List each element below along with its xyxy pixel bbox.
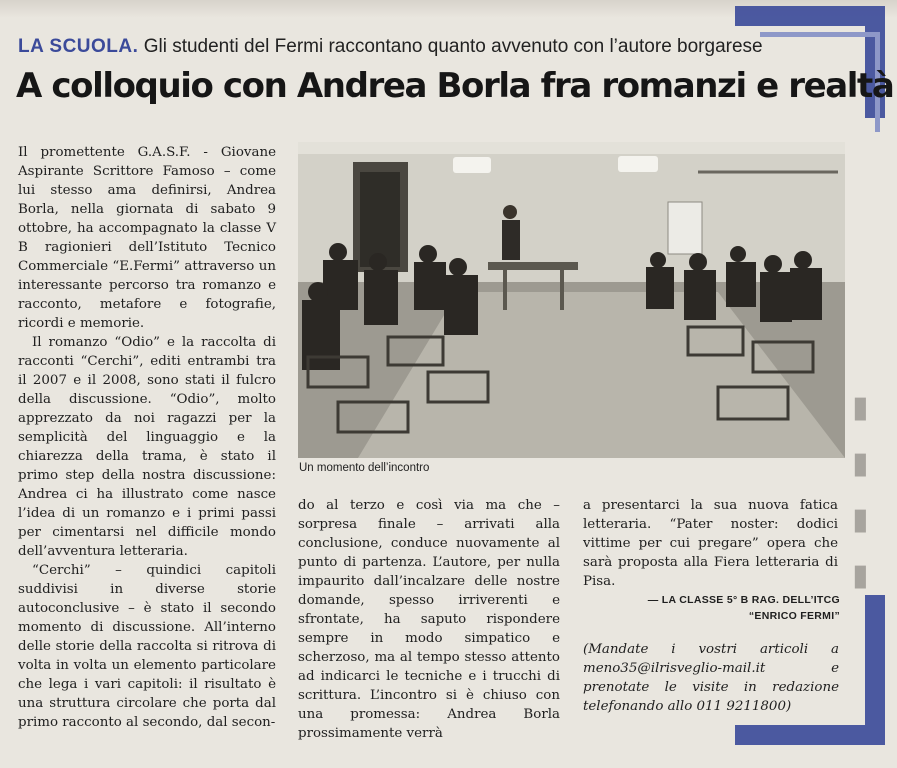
article-headline: A colloquio con Andrea Borla fra romanzi e realtà: [16, 66, 894, 106]
photo-caption: Un momento dell’incontro: [299, 462, 430, 474]
classroom-photo: [298, 142, 845, 458]
paragraph: a presentarci la sua nuova fatica letteraria. “Pater noster: dodici vittime per cui pregare” opera che sarà proposta alla Fiera letteraria di Pisa.: [583, 498, 838, 589]
article-signature: [600, 592, 840, 624]
section-label: LA SCUOLA.: [18, 36, 139, 57]
submission-note: (Mandate i vostri articoli a meno35@ilrisveglio-mail.it e prenotate le visite in redazione telefonando allo 011 9211800): [583, 642, 839, 714]
signature-line: — LA CLASSE 5° B RAG. DELL’ITCG: [647, 594, 840, 606]
signature-line: “ENRICO FERMI”: [748, 610, 840, 622]
classroom-photo-illustration: [298, 142, 845, 458]
article-column-3: [583, 496, 838, 591]
paragraph: Il promettente G.A.S.F. - Giovane Aspirante Scrittore Famoso – come lui stesso ama definirsi, Andrea Borla, nella giornata di sabato 9 ottobre, ha accompagnato la classe V B ragionieri dell’Istituto Tecnico Commerciale “E.Fermi” attraverso un interessante percorso tra romanzo e racconto, metafore e fotografie, ricordi e memorie.: [18, 145, 276, 331]
paragraph: Il romanzo “Odio” e la raccolta di racconti “Cerchi”, editi entrambi tra il 2007 e il 2008, sono stati il fulcro della discussione. “Odio”, molto apprezzato da noi ragazzi per la semplicità del linguaggio e la chiarezza della trama, è stato il primo step della nostra discussione: Andrea ci ha illustrato come nasce l’idea di un romanzo e i primi passi per cimentarsi nel difficile mondo dell’avventura letteraria.: [18, 335, 276, 559]
article-kicker: [18, 36, 763, 58]
article-column-1: [18, 143, 276, 732]
kicker-deck: Gli studenti del Fermi raccontano quanto avvenuto con l’autore borgarese: [143, 36, 763, 57]
adjacent-page-bleed: ▮ ▮ ▮ ▮: [852, 390, 869, 593]
paragraph: “Cerchi” – quindici capitoli suddivisi in diverse storie autoconclusive – è stato il secondo momento di discussione. All’interno delle storie della raccolta si ritrova di volta in volta un elemento particolare che lega i vari capitoli: il risultato è una struttura circolare che porta dal primo racconto al secondo, dal secon-: [18, 563, 276, 730]
article-column-2: [298, 496, 560, 743]
paragraph: do al terzo e così via ma che – sorpresa finale – arrivati alla conclusione, conduce nuovamente al punto di partenza. L’autore, per nulla impaurito dall’incalzare delle nostre domande, spesso irriverenti e sfrontate, ha saputo rispondere sempre in modo simpatico e scherzoso, ma al tempo stesso attento ad indicarci le tecniche e i trucchi di scrittura. L’incontro si è chiuso con una promessa: Andrea Borla prossimamente verrà: [298, 498, 560, 741]
